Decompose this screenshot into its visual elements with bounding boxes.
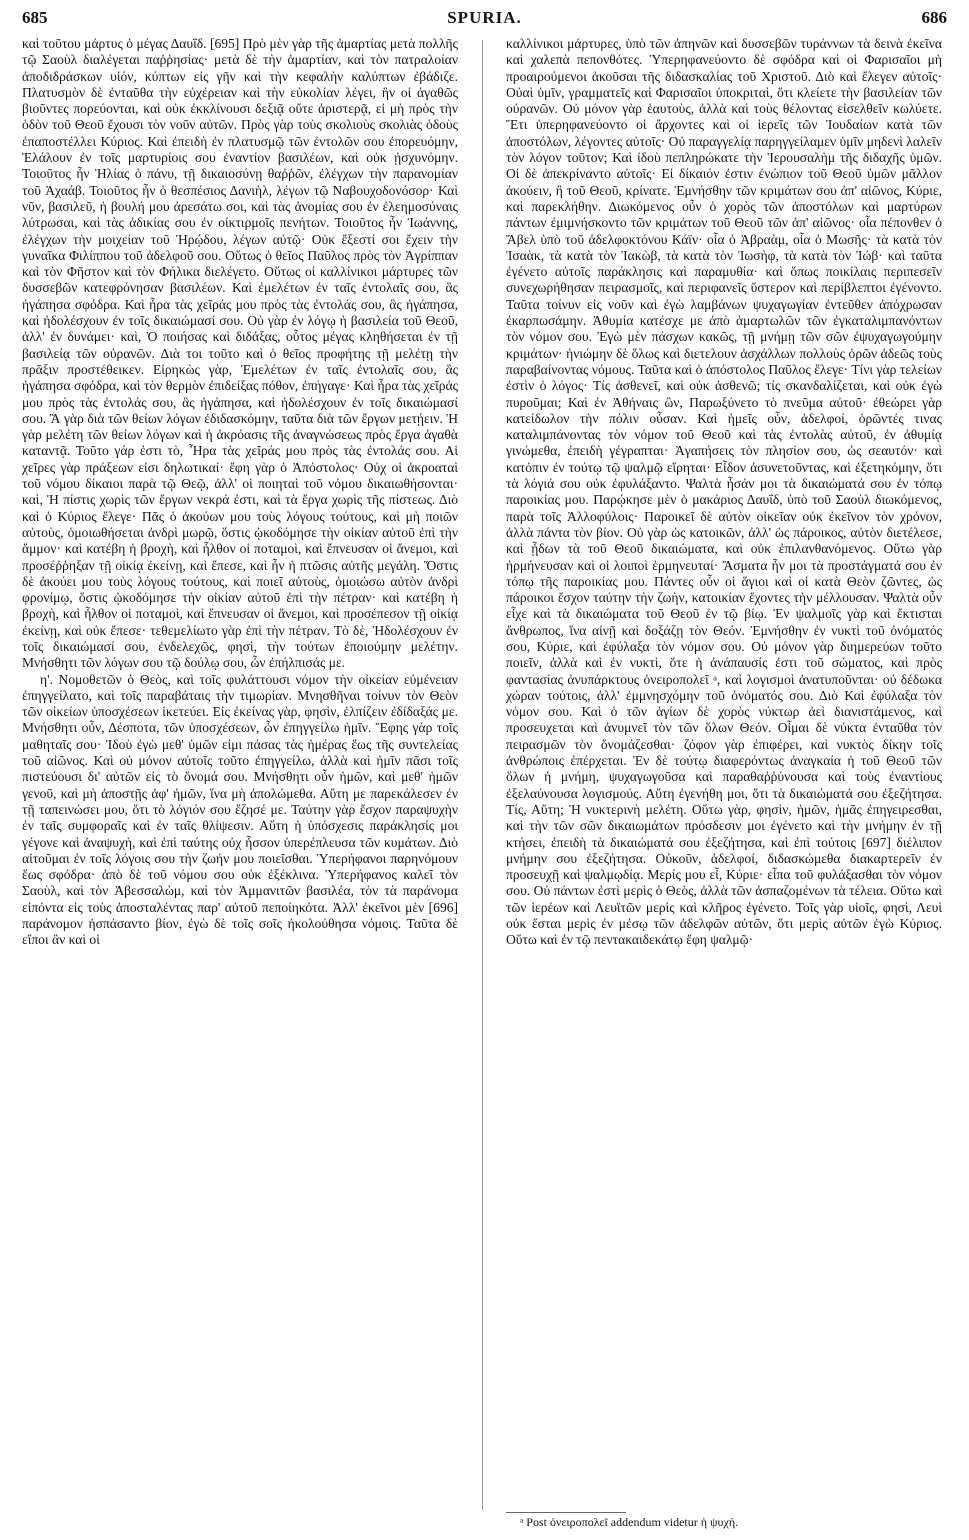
left-column: [22, 36, 458, 1516]
footnote-rule: [506, 1512, 626, 1513]
page-number-right: 686: [921, 8, 947, 27]
page-header: [22, 8, 947, 36]
running-title: SPURIA.: [447, 8, 522, 27]
left-paragraph-2: η'. Νομοθετῶν ὁ Θεὸς, καὶ τοῖς φυλάττουσι νόμον τὴν οἰκείαν εὐμένειαν ἐπηγγείλατο, καὶ τοῖς παραβάταις τὴν τιμωρίαν. Μνησθῆναι τοίνυν τὸν Θεὸν τῶν οἰκείων ὑποσχέσεων ἱκετεύει. Εἰς ἐκείνας γὰρ, φησὶν, ἐλπίζειν ἐδίδαξάς με. Μνήσθητι οὖν, Δέσποτα, τῶν ὑποσχέσεων, ὧν ἐπηγγείλω ἡμῖν. Ἔφης γὰρ τοῖς μαθηταῖς σου· Ἰδοὺ ἐγὼ μεθ' ὑμῶν εἰμι πάσας τὰς ἡμέρας ἕως τῆς συντελείας τοῦ αἰῶνος. Καὶ οὐ μόνον αὐτοῖς τοῦτο ἐπηγγείλω, ἀλλὰ καὶ ἡμῖν πᾶσι τοῖς πιστεύουσι δι' αὐτῶν εἰς τὸ ὄνομά σου. Μνήσθητι οὖν ἡμῶν, καὶ μεθ' ἡμῶν γενοῦ, καὶ μὴ ἀποστῇς ἀφ' ἡμῶν, ἵνα μὴ ἀπολώμεθα. Αὕτη με παρεκάλεσεν ἐν τῇ ταπεινώσει μου, ὅτι τὸ λόγιόν σου ἔζησέ με. Ταύτην γὰρ ἔσχον παραψυχὴν ἐν ταῖς συμφοραῖς καὶ ἐν ταῖς θλίψεσιν. Αὕτη ἡ ὑπόσχεσις παράκλησίς μοι γέγονε καὶ ἀναψυχὴ, καὶ ἐπὶ ταύτης οὐχ ἧσσον ὑπερέπλευσα τῶν κυμάτων. Διὸ αἰτοῦμαι ἐν τοῖς λόγοις σου τὴν ζωήν μου ποιεῖσθαι. Ὑπερήφανοι παρηνόμουν ἕως σφόδρα· ἀπὸ δὲ τοῦ νόμου σου οὐκ ἐξέκλινα. Ὑπερήφανος καλεῖ τὸν Σαοὺλ, καὶ τὸν Ἀβεσσαλὼμ, καὶ τὸν Ἀμμανιτῶν βασιλέα, τὸν τὰ παράνομα εἰπόντα εἰς τοὺς ἀποσταλέντας παρ' αὐτοῦ πεποίηκότα. Ἀλλ' ἐκεῖνοι μὲν [696] παράνομον ἠσπάσαντο βίον, ἐγὼ δὲ τοῖς σοῖς ἠκολούθησα νόμοις. Ταῦτα δὲ εἴποι ἂν καὶ οἱ: [22, 671, 458, 948]
footnote: ᵃ Post ὀνειροπολεῖ addendum videtur ἡ ψυχή.: [520, 1515, 739, 1529]
column-divider: [482, 40, 483, 1510]
right-column: [506, 36, 942, 1516]
right-paragraph-1: καλλίνικοι μάρτυρες, ὑπὸ τῶν ἀπηνῶν καὶ δυσσεβῶν τυράννων τὰ δεινὰ ἐκεῖνα καὶ χαλεπὰ πεπονθότες. Ὑπερηφανεύοντο δὲ σφόδρα καὶ οἱ Φαρισαῖοι μὴ προαιρούμενοι ἀκοῦσαι τῆς διδασκαλίας τοῦ Χριστοῦ. Διὸ καὶ ἔλεγεν αὐτοῖς· Οὐαὶ ὑμῖν, γραμματεῖς καὶ Φαρισαῖοι ὑποκριταὶ, ὅτι κλείετε τὴν βασιλείαν τῶν οὐρανῶν. Οὐ μόνον γὰρ ἑαυτοὺς, ἀλλὰ καὶ τοὺς θέλοντας εἰσελθεῖν κωλύετε. Ἔτι ὑπερηφανεύοντο οἱ ἄρχοντες καὶ οἱ ἱερεῖς τῶν Ἰουδαίων κατὰ τῶν ἀποστόλων, λέγοντες αὐτοῖς· Οὐ παραγγελίᾳ παρηγγείλαμεν ὑμῖν μηδενὶ λαλεῖν τὸν λόγον τοῦτον; Καὶ ἰδοὺ πεπληρώκατε τὴν Ἱερουσαλὴμ τῆς διδαχῆς ὑμῶν. Οἱ δὲ ἀπεκρίναντο αὐτοῖς· Εἰ δίκαιόν ἐστιν ἐνώπιον τοῦ Θεοῦ ὑμῶν μᾶλλον ἀκούειν, ἢ τοῦ Θεοῦ, κρίνατε. Ἐμνήσθην τῶν κριμάτων σου ἀπ' αἰῶνος, Κύριε, καὶ παρεκλήθην. Διωκόμενος οὖν ὁ χορὸς τῶν ἀποστόλων καὶ μαρτύρων πάντων ἐμιμνήσκοντο τῶν κριμάτων τοῦ Θεοῦ τῶν ἀπ' αἰῶνος· οἷα πέπονθεν ὁ Ἄβελ ὑπὸ τοῦ ἀδελφοκτόνου Κάϊν· οἷα ὁ Ἀβραὰμ, οἷα ὁ Μωσῆς· τὰ κατὰ τὸν Ἰσαὰκ, τὰ κατὰ τὸν Ἰακὼβ, τὰ κατὰ τὸν Ἰωσὴφ, τὰ κατὰ τὸν Ἰώβ· καὶ ταῦτα ἐγένετο αὐτοῖς παράκλησις καὶ παραμυθία· καὶ ὅπως ποικίλαις περιπεσεῖν συνεχωρήθησαν πειρασμοῖς, καὶ περιφανεῖς ὕστερον καὶ περίβλεπτοι ἐγένοντο. Ταῦτα τοίνυν εἰς νοῦν καὶ ἐγὼ λαμβάνων ψυχαγωγίαν ἐντεῦθεν ἀπόχρωσαν ἐκαρπωσάμην. Ἀθυμία κατέσχε με ἀπὸ ἁμαρτωλῶν τῶν ἐγκαταλιμπανόντων τὸν νόμον σου. Ἐγὼ μὲν πάσχων κακῶς, τῇ μνήμῃ τῶν σῶν ἐψυχαγωγούμην κριμάτων· ἠνιώμην δὲ ὅλως καὶ διετελουν ἀσχάλλων πολλοὺς ὁρῶν ἀδεῶς τοὺς παραβαίνοντας νόμους. Ταῦτα καὶ ὁ ἀπόστολος Παῦλος ἔλεγε· Τίνι γὰρ τελείων ἐστὶν ὁ λόγος· Τίς ἀσθενεῖ, καὶ οὐκ ἀσθενῶ; τίς σκανδαλίζεται, καὶ οὐκ ἐγὼ πυροῦμαι; Καὶ ἐν Ἀθήναις ὢν, Παρωξύνετο τὸ πνεῦμα αὐτοῦ· ἐθεώρει γὰρ κατείδωλον τὴν πόλιν οὖσαν. Καὶ ἡμεῖς οὖν, ἀδελφοί, ὁρῶντές τινας καταλιμπάνοντας τὸν νόμον τοῦ Θεοῦ καὶ τὰς ἐντολὰς αὐτοῦ, ἐν ἀθυμίᾳ γινώμεθα, ἐπειδὴ γέγραπται· Ἀγαπήσεις τὸν πλησίον σου, ὡς σεαυτόν· καὶ κατόπιν ἐν τούτῳ τῷ ψαλμῷ εἴρηται· Εἶδον ἀσυνετοῦντας, καὶ ἐξετηκόμην, ὅτι τὰ λόγιά σου οὐκ ἐφυλάξαντο. Ψαλτὰ ἦσάν μοι τὰ δικαιώματά σου ἐν τόπῳ παροικίας μου. Παρῴκησε μὲν ὁ μακάριος Δαυΐδ, ὑπὸ τοῦ Σαοὺλ διωκόμενος, παρὰ τοῖς Ἀλλοφύλοις· Παροικεῖ δὲ αὐτὸν οἰκεῖαν οὐκ ἐκεῖνον τὸν χρόνον, ἀλλὰ πάντα τὸν βίον. Οὐ γὰρ ὡς κατοικῶν, ἀλλ' ὡς πάροικος, αὐτὸν διετέλεσε, καὶ ᾖδων τὰ τοῦ Θεοῦ δικαιώματα, καὶ οὐκ ἐπιλανθανόμενος. Οὕτω γὰρ ἡρμήνευσαν καὶ οἱ λοιποὶ ἑρμηνευταί· Ἄσματα ἦν μοι τὰ προστάγματά σου ἐν τόπῳ τῆς παροικίας μου. Πάντες οὖν οἱ ἅγιοι καὶ οἱ κατὰ Θεὸν ζῶντες, ὡς πάροικοι ἔσχον ταύτην τὴν ζωὴν, κατοικίαν ἔχοντες τὴν μέλλουσαν. Ψαλτὰ οὖν εἶχε καὶ τὰ δικαιώματα τοῦ Θεοῦ ἐν τῷ βίῳ. Ἐν ψαλμοῖς γὰρ καὶ ἔκτισται ἄνθρωπος, ἵνα αἰνῇ καὶ δοξάζῃ τὸν Θεόν. Ἐμνήσθην ἐν νυκτὶ τοῦ ὀνόματός σου, Κύριε, καὶ ἐφύλαξα τὸν νόμον σου. Οὐ μόνον γὰρ διημερεύων τοῦτο ποιεῖν, ἀλλὰ καὶ ἐν νυκτὶ, ὅτε ἡ ἀνάπαυσίς ἐστι τοῦ σώματος, καὶ πρὸς φαντασίας ἀνυπάρκτους ὀνειροπολεῖ ᵃ, καὶ λογισμοὶ ἀνατυποῦνται· οὐ δέδωκα χώραν τούτοις, ἀλλ' ἐμμνησχόμην τοῦ ὀνόματός σου. Διὸ Καὶ ἐφύλαξα τὸν νόμον σου. Καὶ ὁ τῶν ἁγίων δὲ χορὸς νύκτωρ ἀεὶ διανιστάμενος, καὶ προσευχεται καὶ ἀνυμνεῖ τὸν τῶν ὅλων Θεόν. Οἶμαι δὲ νύκτα ἐνταῦθα τὸν πειρασμῶν τὸν ὄνομάζεσθαι· ζόφον γὰρ ἐπιφέρει, καὶ νυκτὸς δίκην τοῖς ἀνθρώποις ἐπέρχεται. Ἐν δὲ τούτῳ διαφερόντως ἀναγκαία ἡ τοῦ Θεοῦ τῶν ὅλων ἡ μνήμη, ψυχαγωγοῦσα καὶ παραθαῤῥύνουσα καὶ τοὺς ἐναντίους ἐξελαύνουσα λογισμούς. Αὕτη ἐγενήθη μοι, ὅτι τὰ δικαιώματά σου ἐξεζήτησα. Τίς, Αὕτη; Ἡ νυκτερινὴ μελέτη. Οὕτω γὰρ, φησὶν, ἡμῶν, ἡμᾶς ἐπηγειρεσθαι, καὶ τὴν τῶν σῶν δικαιωμάτων πρόσδεσιν μοι ἐγένετο καὶ τὴν μνήμην ἐν τῇ κτήσει, ἐπειδὴ τὰ δικαιώματά σου ἐξεζήτησα, καὶ ἐπὶ τούτοις [697] διέλιπον μνήμην σου ἐξεζήτησα. Οὐκοῦν, ἀδελφοί, διδασκώμεθα διακαρτερεῖν ἐν προσευχῇ καὶ ψαλμῳδίᾳ. Μερίς μου εἶ, Κύριε· εἶπα τοῦ φυλάξασθαι τὸν νόμον σου. Οὐ πάντων ἐστὶ μερὶς ὁ Θεὸς, ἀλλὰ τῶν ἀσπαζομένων τὰ τέλεια. Οὕτω καὶ τῶν ἱερέων καὶ Λευϊτῶν μερὶς καὶ κλῆρος ἐγένετο. Τοῖς γὰρ υἱοῖς, φησὶ, Λευὶ οὐκ ἔσται μερὶς ἐν μέσῳ τῶν ἀδελφῶν αὐτῶν, ὅτι μερὶς αὐτῶν ἐγὼ Κύριος. Οὕτω καὶ ἐν τῷ πεντακαιδεκάτῳ ἔφη ψαλμῷ·: [506, 36, 942, 948]
left-paragraph-1: καὶ τοῦτου μάρτυς ὁ μέγας Δαυΐδ. [695] Πρὸ μὲν γὰρ τῆς ἁμαρτίας μετὰ πολλῆς τῷ Σαοὺλ διαλέγεται παῤῥησίας· μετὰ δὲ τὴν ἁμαρτίαν, καὶ τὸν πατραλοίαν ἀποδιδράσκων υἱόν, κύπτων εἰς γῆν καὶ τὴν κεφαλὴν καλύπτων ἐβάδιζε. Πλατυσμὸν δὲ ἐνταῦθα τὴν εὐχέρειαν καὶ τὴν εὐκολίαν λέγει, ἣν οἱ ἀγαθῶς βιοῦντες πορεύονται, καὶ οὐκ ἐκκλίνουσι δεξιᾷ οὔτε ἀριστερᾷ, εἰ μὴ πρὸς τὴν ὁδὸν τοῦ Θεοῦ ἔχουσι τὸν νοῦν αὐτῶν. Πρὸς γὰρ τοὺς σκολιοὺς σκολιὰς ὁδοὺς ἐπαποστέλλει Κύριος. Καὶ ἐπειδὴ ἐν πλατυσμῷ τῶν ἐντολῶν σου ἐπορευόμην, Ἐλάλουν ἐν τοῖς μαρτυρίοις σου ἐναντίον βασιλέων, καὶ οὐκ ᾐσχυνόμην. Τοιοῦτος ἦν Ἠλίας ὁ πάνυ, τῇ δικαιοσύνῃ θαῤῥῶν, ἐλέγχων τὴν παρανομίαν τοῦ Ἀχαάβ. Τοιοῦτος ἦν ὁ θεσπέσιος Δανιὴλ, λέγων τῷ Ναβουχοδονόσορ· Καὶ νῦν, βασιλεῦ, ἡ βουλή μου ἀρεσάτω σοι, καὶ τὰς ἀνομίας σου ἐν ἐλεημοσύναις λύτρωσαι, καὶ τὰς ἀδικίας σου ἐν οἰκτιρμοῖς πενήτων. Τοιοῦτος ἦν Ἰωάννης, ἐλέγχων τὴν μοιχείαν τοῦ Ἡρῴδου, λέγων αὐτῷ· Οὐκ ἔξεστί σοι ἔχειν τὴν γυναῖκα Φιλίππου τοῦ ἀδελφοῦ σου. Οὕτως ὁ θεῖος Παῦλος πρὸς τὸν Ἀγρίππαν καὶ τὸν Φῆστον καὶ τὸν Φήλικα διελέγετο. Οὕτως οἱ καλλίνικοι μάρτυρες τῶν δυσσεβῶν κατεφρόνησαν βασιλέων. Καὶ ἐμελέτων ἐν ταῖς ἐντολαῖς σου, ἃς ἠγάπησα σφόδρα. Καὶ ἦρα τὰς χεῖράς μου πρὸς τὰς ἐντολάς σου, ἃς ἠγάπησα, καὶ ἠδολέσχουν ἐν τοῖς δικαιώμασί σου. Οὐ γὰρ ἐν λόγῳ ἡ βασιλεία τοῦ Θεοῦ, ἀλλ' ἐν δυνάμει· καὶ, Ὁ ποιήσας καὶ διδάξας, οὗτος μέγας κληθήσεται ἐν τῇ βασιλείᾳ τῶν οὐρανῶν. Διὰ τοι τοῦτο καὶ ὁ θεῖος προφήτης τῇ μελέτῃ τὴν πρᾶξιν προστέθεικεν. Εἰρηκὼς γὰρ, Ἐμελέτων ἐν ταῖς ἐντολαῖς σου, ἃς ἠγάπησα σφόδρα, καὶ τὸν θερμὸν ἐπιδείξας πόθον, ἐπήγαγε· Καὶ ἦρα τὰς χεῖράς μου πρὸς τὰς ἐντολάς σου, ἃς ἠγάπησα, καὶ ἠδολέσχουν ἐν τοῖς δικαιώμασί σου. Ἃ γὰρ διὰ τῶν θείων λόγων ἐδιδασκόμην, ταῦτα διὰ τῶν ἔργων μετῄειν. Ἡ γὰρ μελέτη τῶν θείων λόγων καὶ ἡ ἀκρόασις τῆς ἀναγνώσεως πρὸς ἔργα ἀγαθὰ καταντᾷ. Τοῦτο γάρ ἐστι τὸ, Ἦρα τὰς χεῖράς μου πρὸς τὰς ἐντολάς σου. Αἱ χεῖρες γὰρ πράξεων εἰσι δηλωτικαί· ἔφη γὰρ ὁ Ἀπόστολος· Οὐχ οἱ ἀκροαταὶ τοῦ νόμου δίκαιοι παρὰ τῷ Θεῷ, ἀλλ' οἱ ποιηταὶ τοῦ νόμου δικαιωθήσονται· καὶ, Ἡ πίστις χωρὶς τῶν ἔργων νεκρά ἐστι, καὶ τὰ ἔργα χωρὶς τῆς πίστεως. Διὸ καὶ ὁ Κύριος ἔλεγε· Πᾶς ὁ ἀκούων μου τοὺς λόγους τούτους, καὶ μὴ ποιῶν αὐτοὺς, ὁμοιωθήσεται ἀνδρὶ μωρῷ, ὅστις ᾠκοδόμησε τὴν οἰκίαν αὐτοῦ ἐπὶ τὴν ἄμμον· καὶ κατέβη ἡ βροχὴ, καὶ ἦλθον οἱ ποταμοὶ, καὶ ἔπνευσαν οἱ ἄνεμοι, καὶ προσέῤῥηξαν τῇ οἰκίᾳ ἐκείνῃ, καὶ ἔπεσε, καὶ ἦν ἡ πτῶσις αὐτῆς μεγάλη. Ὅστις δὲ ἀκούει μου τοὺς λόγους τούτους, καὶ ποιεῖ αὐτοὺς, ὁμοιώσω αὐτὸν ἀνδρὶ φρονίμῳ, ὅστις ᾠκοδόμησε τὴν οἰκίαν αὐτοῦ ἐπὶ τὴν πέτραν· καὶ κατέβη ἡ βροχὴ, καὶ ἦλθον οἱ ποταμοὶ, καὶ ἔπνευσαν οἱ ἄνεμοι, καὶ προσέπεσον τῇ οἰκίᾳ ἐκείνῃ, καὶ οὐκ ἔπεσε· τεθεμελίωτο γὰρ ἐπὶ τὴν πέτραν. Τὸ δὲ, Ἠδολέσχουν ἐν τοῖς δικαιώμασί σου, ἐνδελεχῶς, φησὶ, τὴν τούτων ἐποιούμην μελέτην. Μνήσθητι τῶν λόγων σου τῷ δούλῳ σου, ὧν ἐπήλπισάς με.: [22, 36, 458, 671]
page-number-left: 685: [22, 8, 48, 27]
